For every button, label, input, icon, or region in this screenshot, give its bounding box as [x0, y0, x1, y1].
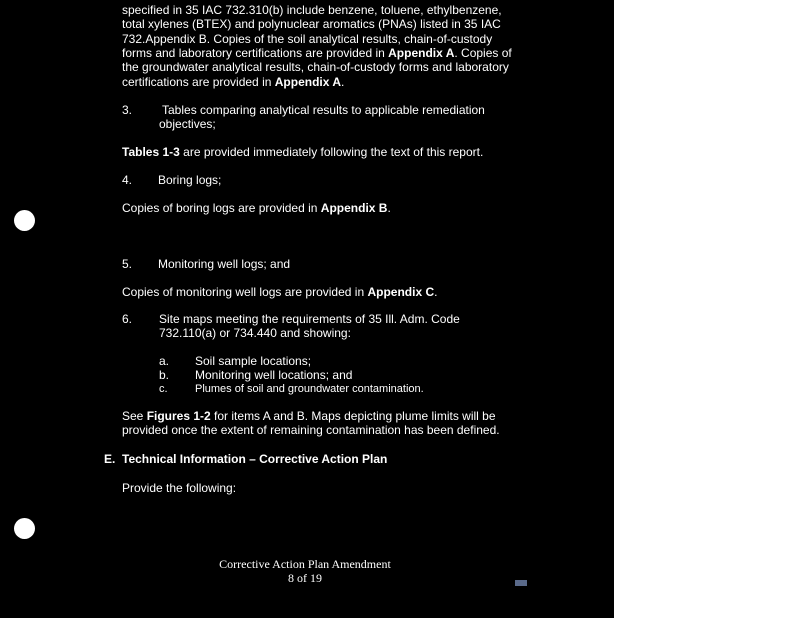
- item-5-text: Monitoring well logs; and: [158, 257, 291, 271]
- tables-note: Tables 1-3 are provided immediately following the text of this report.: [122, 145, 484, 159]
- item-number-4: 4.: [122, 173, 133, 187]
- item-3-line-1: Tables comparing analytical results to applicable remediation: [162, 103, 485, 117]
- intro-line-3: 732.Appendix B. Copies of the soil analytical results, chain-of-custody: [122, 32, 493, 46]
- section-letter: E.: [104, 452, 116, 466]
- item-4-text: Boring logs;: [158, 173, 222, 187]
- appendix-a-reference: Appendix A: [274, 75, 341, 89]
- subitem-text: Plumes of soil and groundwater contamination.: [195, 383, 424, 395]
- punch-hole-top: [14, 210, 35, 231]
- footer-title: Corrective Action Plan Amendment: [219, 557, 391, 571]
- subitem-letter: b.: [159, 368, 170, 382]
- subitem-letter: a.: [159, 354, 170, 368]
- scanner-stamp-mark: [515, 580, 527, 586]
- footer-page-number: 8 of 19: [288, 571, 322, 585]
- subitem-text: Monitoring well locations; and: [195, 368, 353, 382]
- intro-line-6: certifications are provided in Appendix A.: [122, 75, 345, 89]
- intro-line-1: specified in 35 IAC 732.310(b) include benzene, toluene, ethylbenzene,: [122, 3, 502, 17]
- punch-hole-bottom: [14, 518, 35, 539]
- item-number-5: 5.: [122, 257, 133, 271]
- subitem-text: Soil sample locations;: [195, 354, 312, 368]
- subitem-letter: c.: [159, 383, 168, 395]
- intro-line-5: the groundwater analytical results, chain-of-custody forms and laboratory: [122, 60, 509, 74]
- section-title: Technical Information – Corrective Action Plan: [122, 452, 388, 466]
- tables-reference: Tables 1-3: [122, 145, 180, 159]
- figures-note-line-2: provided once the extent of remaining contamination has been defined.: [122, 423, 500, 437]
- monitoring-logs-note: Copies of monitoring well logs are provided in Appendix C.: [122, 285, 438, 299]
- appendix-b-reference: Appendix B: [320, 201, 388, 215]
- item-3-line-2: objectives;: [159, 117, 216, 131]
- item-number-6: 6.: [122, 312, 133, 326]
- appendix-a-reference: Appendix A: [388, 46, 455, 60]
- appendix-c-reference: Appendix C: [367, 285, 435, 299]
- item-number-3: 3.: [122, 103, 133, 117]
- intro-line-4: forms and laboratory certifications are provided in Appendix A. Copies of: [122, 46, 512, 60]
- item-6-line-2: 732.110(a) or 734.440 and showing:: [159, 326, 351, 340]
- figures-reference: Figures 1-2: [146, 409, 211, 423]
- boring-logs-note: Copies of boring logs are provided in Appendix B.: [122, 201, 391, 215]
- section-body: Provide the following:: [122, 481, 237, 495]
- intro-line-2: total xylenes (BTEX) and polynuclear aromatics (PNAs) listed in 35 IAC: [122, 17, 501, 31]
- figures-note-line-1: See Figures 1-2 for items A and B. Maps depicting plume limits will be: [122, 409, 496, 423]
- item-6-line-1: Site maps meeting the requirements of 35 Ill. Adm. Code: [159, 312, 460, 326]
